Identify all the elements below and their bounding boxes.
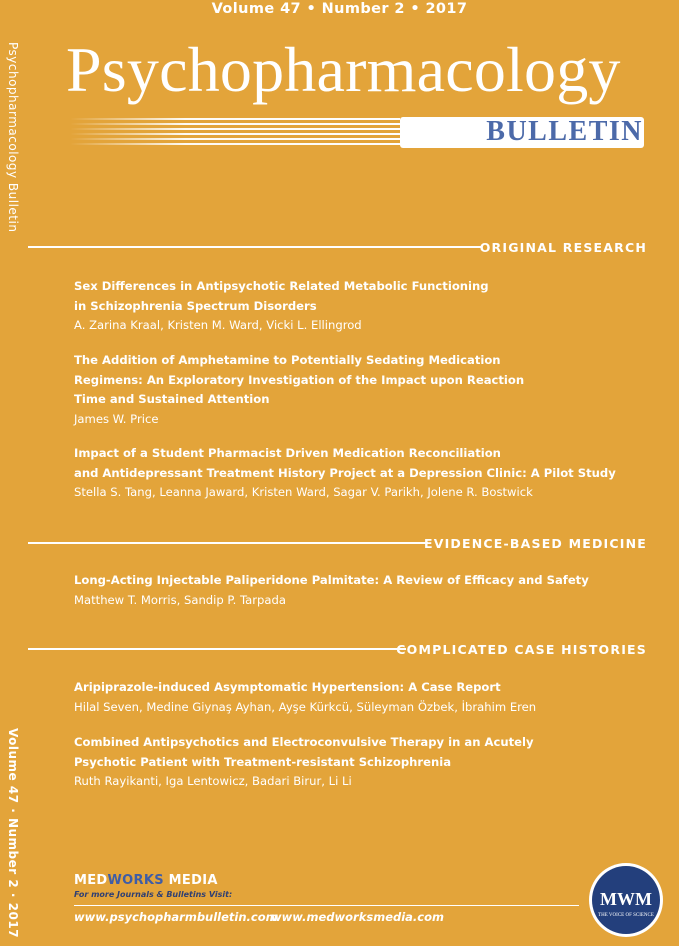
footer-rule bbox=[74, 905, 579, 906]
article-4[interactable] bbox=[74, 571, 654, 610]
article-title-line: Long-Acting Injectable Paliperidone Palmitate: A Review of Efficacy and Safety bbox=[74, 573, 589, 587]
section-rule bbox=[28, 648, 406, 650]
article-3[interactable] bbox=[74, 444, 654, 502]
article-title-line: in Schizophrenia Spectrum Disorders bbox=[74, 298, 317, 313]
medworks-logo bbox=[588, 862, 664, 938]
publisher-name-part: MED bbox=[74, 873, 108, 888]
spine-issue: Volume 47 · Number 2 · 2017 bbox=[6, 728, 20, 939]
section-rule bbox=[28, 246, 482, 248]
logo-letters: MWM bbox=[600, 889, 652, 909]
publisher-tagline: For more Journals & Bulletins Visit: bbox=[74, 890, 233, 899]
section-heading-original-research: ORIGINAL RESEARCH bbox=[479, 240, 647, 255]
article-title-line: Sex Differences in Antipsychotic Related Metabolic Functioning bbox=[74, 279, 489, 293]
section-rule bbox=[28, 542, 428, 544]
article-1[interactable] bbox=[74, 277, 654, 335]
article-6[interactable] bbox=[74, 733, 654, 791]
article-title-line: Regimens: An Exploratory Investigation of the Impact upon Reaction bbox=[74, 372, 525, 387]
publisher-name-part: MEDIA bbox=[163, 873, 218, 888]
article-title-line: Impact of a Student Pharmacist Driven Medication Reconciliation bbox=[74, 446, 501, 460]
logo-tagline: THE VOICE OF SCIENCE bbox=[598, 913, 654, 918]
article-title-line: The Addition of Amphetamine to Potentially Sedating Medication bbox=[74, 353, 501, 367]
publisher-website-link[interactable]: www.medworksmedia.com bbox=[271, 910, 444, 924]
article-title-line: Aripiprazole-induced Asymptomatic Hypertension: A Case Report bbox=[74, 680, 501, 694]
journal-website-link[interactable]: www.psychopharmbulletin.com bbox=[74, 910, 278, 924]
article-authors: James W. Price bbox=[74, 411, 159, 426]
article-authors: Hilal Seven, Medine Giynaş Ayhan, Ayşe Kürkcü, Süleyman Özbek, İbrahim Eren bbox=[74, 699, 537, 714]
section-heading-evidence-based-medicine: EVIDENCE-BASED MEDICINE bbox=[423, 536, 647, 551]
article-authors: Ruth Rayikanti, Iga Lentowicz, Badari Birur, Li Li bbox=[74, 774, 352, 788]
article-5[interactable] bbox=[74, 678, 654, 717]
article-authors: Stella S. Tang, Leanna Jaward, Kristen Ward, Sagar V. Parikh, Jolene R. Bostwick bbox=[74, 485, 533, 499]
article-2[interactable] bbox=[74, 351, 654, 429]
article-title-line: Combined Antipsychotics and Electroconvulsive Therapy in an Acutely bbox=[74, 735, 534, 749]
issue-line: Volume 47 • Number 2 • 2017 bbox=[211, 1, 468, 17]
publisher-name-part: WORKS bbox=[107, 873, 164, 888]
journal-title: Psychopharmacology bbox=[66, 34, 621, 105]
article-title-line: Psychotic Patient with Treatment-resistant Schizophrenia bbox=[74, 754, 452, 769]
publisher-name bbox=[74, 873, 218, 888]
article-authors: Matthew T. Morris, Sandip P. Tarpada bbox=[74, 592, 286, 607]
section-heading-complicated-case-histories: COMPLICATED CASE HISTORIES bbox=[396, 642, 647, 657]
article-title-line: and Antidepressant Treatment History Project at a Depression Clinic: A Pilot Study bbox=[74, 465, 616, 480]
article-title-line: Time and Sustained Attention bbox=[74, 392, 270, 406]
journal-subtitle: BULLETIN bbox=[486, 116, 643, 147]
article-authors: A. Zarina Kraal, Kristen M. Ward, Vicki L. Ellingrod bbox=[74, 318, 362, 332]
spine-title: Psychopharmacology Bulletin bbox=[6, 42, 20, 233]
